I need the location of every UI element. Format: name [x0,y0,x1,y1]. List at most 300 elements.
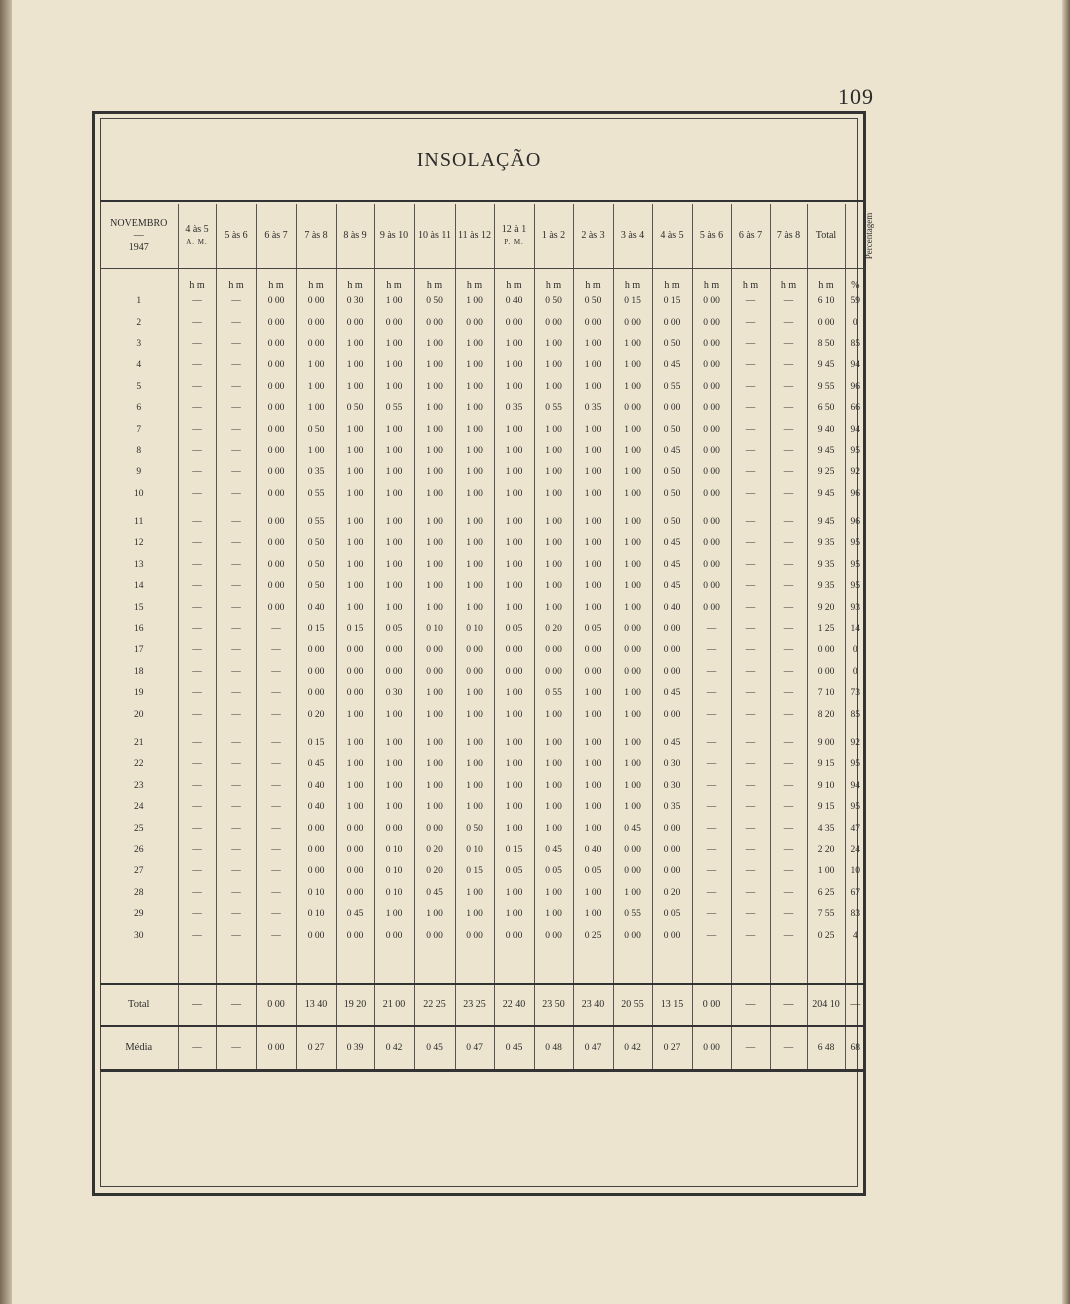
unit-hm: h m [613,269,652,292]
value-cell: — [770,754,807,775]
media-row [100,1026,865,1071]
value-cell: 1 00 [455,484,494,505]
col-header: 11 às 12 [455,204,494,269]
value-cell: — [770,797,807,818]
value-cell: 1 00 [414,683,455,704]
unit-hm: h m [216,269,256,292]
value-cell: 9 35 [807,533,845,554]
value-cell: 0 00 [336,312,374,333]
value-cell: 1 00 [494,776,534,797]
value-cell: 1 00 [534,533,573,554]
value-cell: — [692,754,731,775]
value-cell: 1 00 [296,377,336,398]
unit-hm: h m [455,269,494,292]
value-cell: 0 00 [652,840,692,861]
value-cell: 1 00 [414,462,455,483]
value-cell: 1 00 [494,704,534,725]
gap-cell [770,505,807,512]
value-cell: 0 00 [296,683,336,704]
value-cell: — [216,312,256,333]
value-cell: 1 00 [573,419,613,440]
value-cell: 1 00 [534,576,573,597]
value-cell: 1 00 [296,398,336,419]
value-cell: 0 00 [692,398,731,419]
value-cell: — [216,925,256,946]
total-row [100,984,865,1026]
gap-cell [573,726,613,733]
value-cell: 0 45 [652,733,692,754]
value-cell: 0 35 [494,398,534,419]
table-row [100,733,865,754]
value-cell: 1 00 [613,597,652,618]
value-cell: 0 00 [692,334,731,355]
value-cell: — [731,733,770,754]
units-cell [100,269,178,292]
table-row [100,355,865,376]
value-cell: — [731,377,770,398]
gap-cell [455,726,494,733]
value-cell: 1 00 [534,334,573,355]
unit-hm: h m [731,269,770,292]
value-cell: — [731,883,770,904]
gap-cell [652,505,692,512]
value-cell: 1 00 [374,291,414,312]
total-value: 23 50 [534,984,573,1026]
value-cell: 1 00 [573,377,613,398]
day-cell: 10 [134,488,144,499]
value-cell: 1 00 [534,555,573,576]
unit-hm: h m [573,269,613,292]
table-row [100,861,865,882]
value-cell: — [770,419,807,440]
value-cell: — [692,883,731,904]
value-cell: — [770,512,807,533]
value-cell: — [178,861,216,882]
value-cell: 0 00 [336,640,374,661]
value-cell: 0 15 [296,733,336,754]
gap-cell [494,726,534,733]
day-cell: 16 [134,624,144,635]
day-cell: 14 [134,581,144,592]
table-row [100,904,865,925]
value-cell: 1 00 [573,334,613,355]
group-gap [100,726,865,733]
col-header: 6 às 7 [256,204,296,269]
value-cell: 7 10 [807,683,845,704]
day-cell: 22 [134,759,144,770]
value-cell: — [770,818,807,839]
total-value: 13 40 [296,984,336,1026]
unit-hm: h m [770,269,807,292]
value-cell: — [178,334,216,355]
value-cell: 0 00 [414,662,455,683]
day-cell: 20 [134,709,144,720]
value-cell: 0 00 [692,355,731,376]
value-cell: 0 00 [613,662,652,683]
value-cell: 1 00 [807,861,845,882]
value-cell: — [216,662,256,683]
value-cell: — [256,861,296,882]
value-cell: 0 00 [256,597,296,618]
value-cell: 1 00 [534,597,573,618]
value-cell: 0 00 [296,861,336,882]
col-header: 5 às 6 [692,204,731,269]
day-cell: 17 [134,645,144,656]
value-cell: — [770,462,807,483]
value-cell: 0 00 [613,619,652,640]
value-cell: 0 45 [296,754,336,775]
col-header: 9 às 10 [374,204,414,269]
value-cell: 0 50 [534,291,573,312]
value-cell: 0 05 [573,861,613,882]
value-cell: — [731,904,770,925]
value-cell: — [731,754,770,775]
value-cell: — [770,640,807,661]
value-cell: 1 00 [374,776,414,797]
table-row [100,398,865,419]
value-cell: 1 00 [336,419,374,440]
value-cell: — [178,733,216,754]
total-value: 204 10 [807,984,845,1026]
gap-cell [534,947,573,984]
value-cell: — [770,355,807,376]
table-row [100,334,865,355]
group-gap [100,505,865,512]
gap-cell [256,726,296,733]
unit-hm: h m [374,269,414,292]
col-header: 12 à 1 P. M. [494,204,534,269]
percent-cell: 83 [845,904,865,925]
value-cell: 1 00 [374,441,414,462]
value-cell: — [216,419,256,440]
value-cell: 0 00 [613,312,652,333]
table-row [100,776,865,797]
table-row [100,818,865,839]
value-cell: 0 00 [807,312,845,333]
value-cell: — [216,441,256,462]
value-cell: 1 00 [414,441,455,462]
value-cell: 1 00 [455,291,494,312]
table-row [100,312,865,333]
value-cell: — [216,818,256,839]
day-cell: 25 [134,823,144,834]
value-cell: — [731,484,770,505]
value-cell: 0 45 [336,904,374,925]
value-cell: 1 00 [336,355,374,376]
value-cell: 1 00 [455,398,494,419]
value-cell: 0 00 [374,312,414,333]
value-cell: 0 50 [296,533,336,554]
value-cell: 0 00 [534,662,573,683]
value-cell: 0 35 [652,797,692,818]
value-cell: 1 00 [494,377,534,398]
value-cell: — [178,484,216,505]
table-row [100,704,865,725]
gap-cell [100,947,178,984]
percent-cell: 24 [845,840,865,861]
gap-cell [100,726,178,733]
day-cell: 3 [136,338,142,349]
value-cell: 1 00 [494,904,534,925]
value-cell: 1 00 [613,576,652,597]
percent-cell: 93 [845,597,865,618]
value-cell: 0 50 [573,291,613,312]
gap-cell [731,726,770,733]
percent-cell: 95 [845,754,865,775]
value-cell: — [770,883,807,904]
value-cell: 0 00 [296,925,336,946]
day-cell: 26 [134,844,144,855]
value-cell: 0 00 [692,533,731,554]
value-cell: 1 00 [296,355,336,376]
gap-cell [296,726,336,733]
value-cell: — [178,619,216,640]
day-cell: 18 [134,666,144,677]
value-cell: — [216,797,256,818]
table-row [100,291,865,312]
value-cell: 1 25 [807,619,845,640]
value-cell: 1 00 [336,533,374,554]
value-cell: 0 00 [256,441,296,462]
value-cell: 6 25 [807,883,845,904]
value-cell: 0 25 [807,925,845,946]
value-cell: 0 00 [256,533,296,554]
value-cell: 1 00 [613,776,652,797]
gap-cell [455,947,494,984]
value-cell: 1 00 [573,555,613,576]
media-value: 0 48 [534,1026,573,1071]
value-cell: 1 00 [573,904,613,925]
value-cell: 1 00 [374,733,414,754]
table-row [100,419,865,440]
percent-cell: 96 [845,484,865,505]
value-cell: — [216,555,256,576]
col-header: 7 às 8 [296,204,336,269]
value-cell: — [178,818,216,839]
media-value: — [731,1026,770,1071]
value-cell: 0 30 [652,776,692,797]
value-cell: 0 45 [652,355,692,376]
value-cell: 0 00 [256,512,296,533]
value-cell: 1 00 [455,334,494,355]
value-cell: 0 45 [652,683,692,704]
value-cell: — [216,398,256,419]
gap-cell [807,947,845,984]
value-cell: 1 00 [534,904,573,925]
value-cell: — [770,904,807,925]
value-cell: 0 15 [336,619,374,640]
value-cell: — [216,597,256,618]
value-cell: — [770,840,807,861]
value-cell: — [256,904,296,925]
value-cell: — [770,662,807,683]
value-cell: 0 20 [296,704,336,725]
value-cell: — [770,925,807,946]
value-cell: 0 00 [494,640,534,661]
value-cell: 1 00 [573,533,613,554]
day-cell: 7 [136,424,142,435]
value-cell: 0 40 [296,776,336,797]
value-cell: — [731,533,770,554]
value-cell: 0 00 [652,861,692,882]
value-cell: — [770,683,807,704]
value-cell: 0 55 [534,683,573,704]
value-cell: 1 00 [455,377,494,398]
value-cell: — [216,619,256,640]
col-header: 4 às 5 [652,204,692,269]
unit-percent: % [845,269,865,292]
value-cell: 0 20 [534,619,573,640]
value-cell: 1 00 [455,555,494,576]
percent-cell: 94 [845,776,865,797]
value-cell: 0 00 [256,419,296,440]
value-cell: 0 00 [692,291,731,312]
gap-cell [845,726,865,733]
value-cell: 0 40 [652,597,692,618]
value-cell: — [178,883,216,904]
value-cell: 0 55 [296,484,336,505]
value-cell: 0 00 [807,640,845,661]
value-cell: 0 00 [256,555,296,576]
gap-cell [534,505,573,512]
percent-cell: 95 [845,441,865,462]
value-cell: — [216,754,256,775]
value-cell: 1 00 [374,512,414,533]
value-cell: 0 00 [494,312,534,333]
value-cell: 1 00 [455,883,494,904]
value-cell: 1 00 [374,484,414,505]
value-cell: 0 20 [414,861,455,882]
value-cell: 1 00 [573,576,613,597]
unit-hm: h m [692,269,731,292]
col-header: 10 às 11 [414,204,455,269]
value-cell: — [178,662,216,683]
value-cell: 9 40 [807,419,845,440]
gap-cell [494,947,534,984]
value-cell: 1 00 [573,683,613,704]
value-cell: 0 00 [692,419,731,440]
percent-cell: 0 [845,640,865,661]
value-cell: — [216,576,256,597]
value-cell: 0 00 [534,312,573,333]
value-cell: — [731,419,770,440]
gap-cell [731,505,770,512]
value-cell: — [731,441,770,462]
value-cell: 0 55 [613,904,652,925]
value-cell: — [692,797,731,818]
value-cell: 0 50 [652,419,692,440]
value-cell: 1 00 [455,776,494,797]
value-cell: 1 00 [613,683,652,704]
year-label: 1947 [128,242,149,253]
day-cell: 28 [134,887,144,898]
value-cell: — [692,925,731,946]
gap-cell [216,505,256,512]
pre-total-gap [100,947,865,984]
value-cell: 0 30 [374,683,414,704]
value-cell: 0 00 [336,840,374,861]
value-cell: 9 10 [807,776,845,797]
value-cell: 0 00 [534,925,573,946]
unit-hm: h m [296,269,336,292]
value-cell: 0 00 [296,662,336,683]
value-cell: 0 00 [374,925,414,946]
value-cell: — [692,840,731,861]
value-cell: 0 10 [374,840,414,861]
media-percent: 68 [845,1026,865,1071]
gap-cell [692,726,731,733]
value-cell: 1 00 [494,555,534,576]
value-cell: 0 45 [652,576,692,597]
value-cell: 1 00 [414,377,455,398]
unit-hm: h m [494,269,534,292]
value-cell: 1 00 [613,462,652,483]
value-cell: — [256,925,296,946]
value-cell: 9 45 [807,355,845,376]
value-cell: — [178,797,216,818]
day-cell: 30 [134,930,144,941]
value-cell: 0 00 [336,662,374,683]
percent-cell: 10 [845,861,865,882]
percent-cell: 66 [845,398,865,419]
gap-cell [573,947,613,984]
value-cell: 1 00 [613,733,652,754]
value-cell: — [178,576,216,597]
header-row [100,204,865,269]
day-cell: 21 [134,738,144,748]
value-cell: — [178,355,216,376]
media-value: 0 00 [692,1026,731,1071]
value-cell: — [256,754,296,775]
value-cell: 0 20 [414,840,455,861]
value-cell: 0 00 [455,925,494,946]
value-cell: 0 00 [613,861,652,882]
value-cell: 1 00 [494,512,534,533]
value-cell: — [731,704,770,725]
value-cell: 1 00 [336,555,374,576]
total-value: — [178,984,216,1026]
value-cell: 1 00 [573,797,613,818]
value-cell: 9 20 [807,597,845,618]
value-cell: 9 45 [807,484,845,505]
value-cell: — [256,733,296,754]
value-cell: 1 00 [414,576,455,597]
total-value: 0 00 [692,984,731,1026]
value-cell: 1 00 [494,883,534,904]
value-cell: 1 00 [494,355,534,376]
value-cell: — [731,597,770,618]
value-cell: — [216,883,256,904]
total-value: 13 15 [652,984,692,1026]
value-cell: 1 00 [336,441,374,462]
value-cell: 0 05 [374,619,414,640]
media-value: 0 45 [414,1026,455,1071]
day-cell: 2 [136,317,142,328]
value-cell: 0 15 [652,291,692,312]
value-cell: 1 00 [494,334,534,355]
value-cell: 0 00 [374,640,414,661]
value-cell: 0 40 [573,840,613,861]
value-cell: 0 00 [296,840,336,861]
table-row [100,619,865,640]
media-value: 0 42 [374,1026,414,1071]
day-cell: 27 [134,866,144,877]
value-cell: — [770,597,807,618]
value-cell: — [770,312,807,333]
gap-cell [414,505,455,512]
gap-cell [613,505,652,512]
table-row [100,484,865,505]
